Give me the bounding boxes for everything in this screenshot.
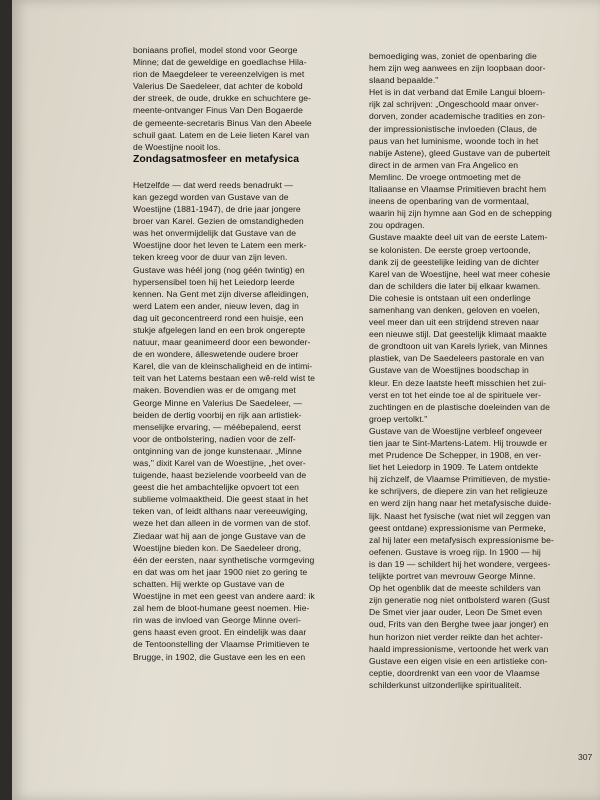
text-line: groep vertolkt." (369, 413, 428, 424)
text-line: de Woestijne nooit los. (133, 141, 221, 152)
text-line: Die cohesie is ontstaan uit een onderlinge (369, 292, 531, 303)
text-line: schatten. Hij werkte op Gustave van de (133, 578, 285, 589)
text-line: beiden de dertig voorbij en rijk aan artistiek- (133, 409, 302, 420)
page-number: 307 (578, 752, 593, 762)
text-line: George Minne en Valerius De Saedeleer, — (133, 397, 303, 408)
text-line: voor de ontbolstering, nadien voor de zelf- (133, 433, 296, 444)
text-line: dan de schilders die later bij elkaar kwamen. (369, 280, 541, 291)
text-line: dorven, zonder academische tradities en zon- (369, 111, 546, 122)
text-line: de grondtoon uit van Karels lyriek, van Minnes (369, 341, 548, 352)
text-line: Het is in dat verband dat Emile Langui bloem- (369, 87, 546, 98)
text-line: Valerius De Saedeleer, dat achter de kobold (133, 81, 303, 92)
text-line: rijk zal schrijven: „Ongeschoold maar onver- (369, 99, 539, 110)
intro-paragraph (133, 44, 360, 153)
text-line: de en wondere, álleswetende oudere broer (133, 349, 299, 360)
text-line: oefenen. Gustave is vroeg rijp. In 1900 — hij (369, 546, 541, 557)
text-line: rion de Maegdeleer te vereenzelvigen is met (133, 69, 305, 80)
text-line: Woestijne bieden kon. De Saedeleer drong, (133, 542, 302, 553)
text-line: natuur, maar geanimeerd door een bewonder- (133, 337, 311, 348)
text-line: schuil gaat. Latem en de Leie lieten Karel van (133, 129, 310, 140)
text-line: der streek, de oude, drukke en schuchtere ge- (133, 93, 312, 104)
section-heading: Zondagsatmosfeer en metafysica (133, 153, 300, 165)
text-line: paus van het luminisme, woonde toch in het (369, 135, 539, 146)
text-line: tuigende, haast bezielende voorbeeld van de (133, 470, 307, 481)
text-line: stukje afgelegen land en een brok ongerepte (133, 324, 306, 335)
text-line: weze het dan alleen in de vormen van de stof. (133, 518, 311, 529)
text-line: menselijke ervaring, — méébepalend, eerst (133, 421, 301, 432)
book-page (12, 0, 600, 800)
text-line: Memlinc. De vroege ontmoeting met de (369, 171, 521, 182)
text-line: sublieme volmaaktheid. Die geest staat in het (133, 494, 309, 505)
text-line: was," dixit Karel van de Woestijne, „het over- (133, 458, 306, 468)
text-line: geest die het ambachtelijke opvoert tot een (133, 482, 300, 493)
text-line: telijkte portret van mevrouw George Minne. (369, 571, 536, 582)
text-line: Gustave maakte deel uit van de eerste Latem- (369, 232, 548, 243)
left-column (133, 44, 360, 663)
text-line: plastiek, van De Saedeleers pastorale en van (369, 353, 545, 364)
text-line: ceptie, doordrenkt van een voor de Vlaamse (369, 667, 540, 678)
text-line: oud, Frits van den Berghe twee jaar jonger) en (369, 619, 549, 630)
text-line: kleur. En deze laatste heeft misschien het zui- (369, 377, 547, 388)
text-line: maken. Bovendien was er de omgang met (133, 385, 296, 396)
text-line: der impressionistische invloeden (Claus, de (369, 123, 537, 134)
text-line: zal hij later een metafysisch expressionisme be- (369, 534, 554, 545)
text-line: slaand bepaalde." (369, 75, 439, 86)
text-line: zou opdragen. (369, 220, 425, 231)
text-line: werd Latem een ander, nieuw leven, dag in (133, 300, 299, 311)
text-line: rin was de invloed van George Minne overi- (133, 615, 301, 626)
text-line: en dat was om het jaar 1900 niet zo gering te (133, 566, 308, 577)
text-line: tien jaar te Sint-Martens-Latem. Hij trouwde er (369, 438, 548, 448)
text-line: teit van het Latems bestaan een wê-reld wist te (133, 373, 315, 384)
text-line: Brugge, in 1902, die Gustave een les en een (133, 651, 306, 662)
text-line: haald impressionisme, vertoonde het werk van (369, 643, 549, 654)
text-line: kan gezegd worden van Gustave van de (133, 191, 289, 202)
text-line: Karel, die van de kleinschaligheid en de intimi- (133, 361, 313, 372)
text-line: hem zijn weg aanwees en zijn loopbaan door- (369, 63, 546, 74)
text-line: waarin hij zijn hymne aan God en de schepping (369, 208, 552, 219)
text-line: samenhang van denken, geloven en voelen, (369, 304, 540, 315)
text-line: zal hem de bloot-humane geest noemen. Hie- (133, 603, 310, 614)
text-line: Woestijne (1881-1947), de drie jaar jongere (133, 204, 301, 215)
text-line: een nieuwe stijl. Dat geestelijk klimaat maakte (369, 329, 547, 340)
text-line: teken van, of leidt althans naar vereeuwiging, (133, 506, 308, 517)
text-line: veel meer dan uit een strijdend streven naar (369, 317, 539, 328)
text-line: was het onvermijdelijk dat Gustave van de (133, 228, 297, 239)
text-line: bemoediging was, zoniet de openbaring die (369, 51, 537, 61)
text-line: Gustave een eigen visie en een artistieke con- (369, 655, 548, 666)
text-line: ke schrijvers, de diepere zin van het religieuze (369, 486, 548, 497)
text-line: De Smet vier jaar ouder, Leon De Smet even (369, 607, 543, 618)
text-line: Italiaanse en Vlaamse Primitieven bracht hem (369, 184, 547, 195)
text-line: de gemeente-secretaris Binus Van den Abeele (133, 117, 312, 128)
text-line: teken kreeg voor de duur van zijn leven. (133, 252, 288, 263)
text-line: zijn generatie nog niet ontbolsterd waren (Gust (369, 595, 550, 606)
text-line: gens haast even groot. En eindelijk was daar (133, 627, 307, 638)
text-line: is dan 19 — schildert hij het wondere, vergees- (369, 558, 551, 569)
text-line: kennen. Na Gent met zijn diverse afleidingen, (133, 288, 309, 299)
right-column (369, 50, 596, 691)
text-line: Karel van de Woestijne, heel wat meer cohesie (369, 268, 551, 279)
text-line: hun horizon niet verder reikte dan het achter- (369, 631, 543, 642)
text-line: broer van Karel. Gezien de omstandigheden (133, 216, 304, 227)
text-line: Op het ogenblik dat de meeste schilders van (369, 583, 541, 594)
text-line: dag uit geconcentreerd rond een huisje, een (133, 312, 304, 323)
text-line: schilderkunst uitzonderlijke spiritualiteit. (369, 679, 522, 690)
text-line: één der eersten, naar synthetische vormgeving (133, 554, 315, 565)
text-line: verst en tot het einde toe al de spirituele ver- (369, 389, 541, 400)
text-line: se kolonisten. De eerste groep vertoonde, (369, 244, 531, 255)
text-line: geest ontdane) expressionisme van Permeke, (369, 522, 546, 533)
text-line: hij zichzelf, de Vlaamse Primitieven, de mystie- (369, 474, 551, 485)
text-line: boniaans profiel, model stond voor George (133, 45, 298, 55)
text-line: Gustave van de Woestijne verbleef ongeveer (369, 425, 543, 436)
text-line: hypersensibel toen hij het Leiedorp leerde (133, 276, 295, 287)
text-line: en werd zijn hang naar het metafysische duide- (369, 498, 552, 509)
text-line: Woestijne in met een geest van andere aard: ik (133, 591, 315, 602)
text-line: liet het Leiedorp in 1909. Te Latem ontdekte (369, 462, 539, 473)
text-line: Gustave van de Woestijnes boodschap in (369, 365, 529, 376)
text-line: de Tentoonstelling der Vlaamse Primitieven te (133, 639, 310, 650)
text-line: ineens de openbaring van de vormentaal, (369, 196, 530, 207)
text-line: Ziedaar wat hij aan de jonge Gustave van de (133, 530, 306, 541)
text-line: Woestijne door het leven te Latem een merk- (133, 240, 307, 251)
body-paragraph (133, 179, 360, 663)
text-line: nabije Astene), gleed Gustave van de puberteit (369, 147, 550, 158)
text-line: meente-ontvanger Finus Van Den Bogaerde (133, 105, 303, 116)
text-line: direct in de armen van Fra Angelico en (369, 159, 519, 170)
text-line: Gustave was héél jong (nog géén twintig) en (133, 264, 305, 275)
text-line: dank zij de geestelijke leiding van de dichter (369, 256, 539, 267)
text-line: Hetzelfde — dat werd reeds benadrukt — (133, 179, 294, 190)
text-line: Minne; dat de geweldige en goedlachse Hila- (133, 57, 307, 68)
text-line: lijk. Naast het fysische (wat niet wil zeggen van (369, 510, 551, 521)
text-line: ontginning van de jonge kunstenaar. „Minne (133, 445, 302, 456)
text-line: met Prudence De Schepper, in 1908, en ver- (369, 450, 542, 461)
text-line: zuchtingen en de plastische doeleinden van de (369, 401, 550, 412)
